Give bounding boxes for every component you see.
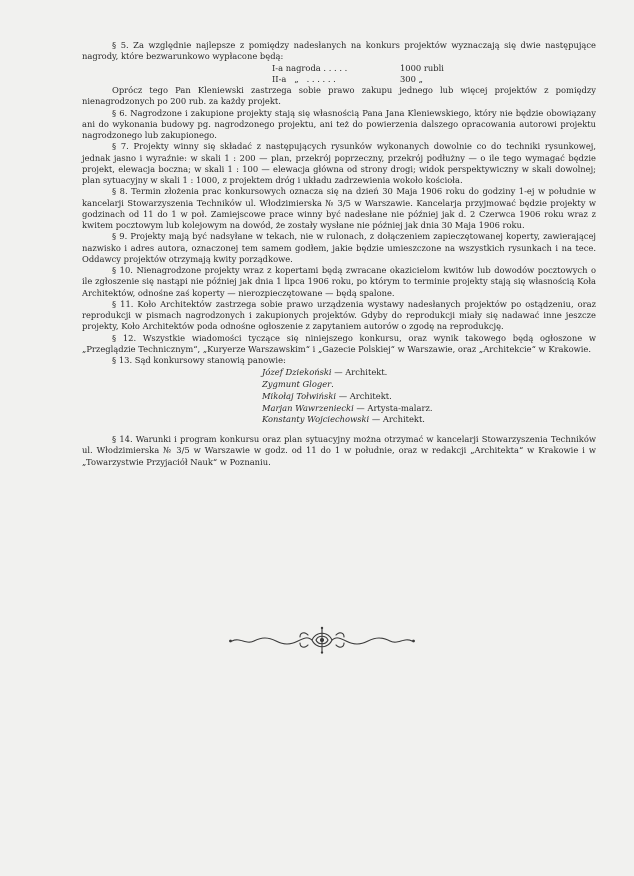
paragraph-14: § 14. Warunki i program konkursu oraz plan sytuacyjny można otrzymać w kancelarji Stowarzyszenia Techników ul. Włodzimierska № 3/5 w Warszawie w godz. od 11 do 1 w południe, oraz w redakcji „Architekta“ w Krakowie i w „Towarzystwie Przyjaciół Nauk“ w Poznaniu. xyxy=(82,434,596,467)
prize-label: II-a „ . . . . . . xyxy=(272,73,336,84)
prize-list xyxy=(272,63,596,86)
paragraph-10: § 10. Nienagrodzone projekty wraz z kopertami będą zwracane okazicielom kwitów lub dowodów pocztowych o ile zgłoszenie się nastąpi nie później jak dnia 1 lipca 1906 roku, po którym to terminie projekty stają się własnością Koła Architektów, odnośne zaś koperty — nierozpieczętowane — będą spalone. xyxy=(82,265,596,298)
jury-name: Zygmunt Gloger xyxy=(262,379,332,389)
jury-name: Józef Dziekoński xyxy=(262,367,332,378)
paragraph-5b: Oprócz tego Pan Kleniewski zastrzega sobie prawo zakupu jednego lub więcej projektów z pomiędzy nienagrodzonych po 200 rub. za każdy projekt. xyxy=(82,85,596,107)
paragraph-5: § 5. Za względnie najlepsze z pomiędzy nadesłanych na konkurs projektów wyznaczają się dwie następujące nagrody, które bezwarunkowo wypłacone będą: xyxy=(82,40,596,62)
prize-label: I-a nagroda . . . . . xyxy=(272,62,348,73)
paragraph-8: § 8. Termin złożenia prac konkursowych oznacza się na dzień 30 Maja 1906 roku do godziny 1-ej w południe w kancelarji Stowarzyszenia Techników ul. Włodzimierska № 3/5 w Warszawie. Kancelarja przyjmować będzie projekty w godzinach od 11 do 1 w poł. Zamiejscowe prace winny być nadesłane nie później jak d. 2 Czerwca 1906 roku wraz z kwitem pocztowym lub kolejowym na dowód, że zostały wysłane nie później jak dnia 30 Maja 1906 roku. xyxy=(82,186,596,230)
jury-list xyxy=(262,367,596,426)
text-column xyxy=(82,40,596,468)
jury-role: . xyxy=(331,379,334,389)
ornament-divider-icon xyxy=(228,625,416,657)
jury-member xyxy=(262,391,596,403)
prize-row-1 xyxy=(272,63,596,74)
jury-member xyxy=(262,403,596,415)
prize-row-2 xyxy=(272,74,596,85)
paragraph-13: § 13. Sąd konkursowy stanowią panowie: xyxy=(112,355,286,365)
jury-role: — Architekt. xyxy=(369,414,425,425)
paragraph-7: § 7. Projekty winny się składać z następujących rysunków wykonanych dowolnie co do techniki rysunkowej, jednak jasno i wyraźnie: w skali 1 : 200 — plan, przekrój poprzeczny, przekrój podłużny — o ile tego wymagać będzie projekt, elewacja boczna; w skali 1 : 100 — elewacja główna od strony drogi; widok perspektywiczny w skali dowolnej; plan sytuacyjny w skali 1 : 1000, z projektem dróg i układu zadrzewienia wokoło kościoła. xyxy=(82,141,596,185)
paragraph-12: § 12. Wszystkie wiadomości tyczące się niniejszego konkursu, oraz wynik takowego będą ogłoszone w „Przeglądzie Technicznym“, „Kuryerze Warszawskim“ i „Gazecie Polskiej“ w Warszawie, oraz „Architekcie“ w Krakowie. xyxy=(82,332,596,354)
prize-value: 300 „ xyxy=(400,73,423,84)
jury-name: Marjan Wawrzeniecki xyxy=(262,402,354,413)
paragraph-6: § 6. Nagrodzone i zakupione projekty stają się własnością Pana Jana Kleniewskiego, który nie będzie obowiązany ani do wykonania budowy pg. nagrodzonego projektu, ani też do powierzenia dalszego opracowania autorowi projektu nagrodzonego lub zakupionego. xyxy=(82,107,596,140)
paragraph-11: § 11. Koło Architektów zastrzega sobie prawo urządzenia wystawy nadesłanych projektów po ostądzeniu, oraz reprodukcji w pismach nagrodzonych i zakupionych projektów. Gdyby do reprodukcji miały się nadawać inne jeszcze projekty, Koło Architektów poda odnośne ogłoszenie z zapytaniem autorów o zgodę na reprodukcję. xyxy=(82,298,596,332)
jury-role: — Architekt. xyxy=(336,390,392,401)
prize-value: 1000 rubli xyxy=(400,62,444,73)
jury-member xyxy=(262,379,596,391)
jury-name: Konstanty Wojciechowski xyxy=(262,414,370,425)
paragraph-9: § 9. Projekty mają być nadsyłane w tekach, nie w rulonach, z dołączeniem zapieczętowanej koperty, zawierającej nazwisko i adres autora, oznaczonej tem samem godłem, jakie będzie umieszczone na wszystkich rysunkach i na tece. Oddawcy projektów otrzymają kwity porządkowe. xyxy=(82,231,596,264)
jury-role: — Artysta-malarz. xyxy=(353,402,433,413)
jury-member xyxy=(262,414,596,426)
jury-name: Mikołaj Tołwiński xyxy=(262,390,337,401)
jury-member xyxy=(262,367,596,379)
jury-role: — Architekt. xyxy=(331,367,388,378)
